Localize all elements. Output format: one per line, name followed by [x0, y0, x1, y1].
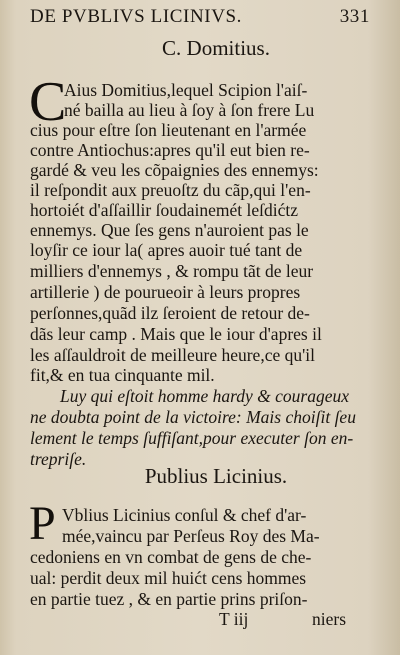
section-heading-licinius: Publius Licinius. — [144, 464, 288, 488]
page-number: 331 — [339, 6, 370, 27]
text-line: gardé & veu les cõpaignies des ennemys: — [30, 160, 319, 180]
signature-mark: T iij — [219, 609, 249, 629]
text-line: contre Antiochus:apres qu'il eut bien re- — [30, 140, 310, 160]
text-line: cedoniens en vn combat de gens de che- — [30, 547, 312, 567]
text-line: dãs leur camp . Mais que le iour d'apres il — [30, 324, 322, 344]
text-line: perſonnes,quãd ilz ſeroient de retour de- — [30, 303, 310, 323]
drop-cap-p: P — [29, 497, 56, 550]
text-line: cius pour eſtre ſon lieutenant en l'armée — [30, 120, 307, 140]
text-line: il reſpondit aux preuoſtz du cãp,qui l'en- — [30, 180, 311, 200]
text-line: Aius Domitius,lequel Scipion l'aiſ- — [64, 80, 308, 100]
italic-line: Luy qui eſtoit homme hardy & courageux — [60, 386, 350, 406]
drop-cap-c: C — [29, 71, 67, 133]
italic-line: trepriſe. — [30, 449, 87, 469]
text-line: ennemys. Que ſes gens n'auroient pas le — [30, 220, 309, 240]
text-line: né bailla au lieu à ſoy à ſon frere Lu — [64, 100, 315, 120]
running-header — [30, 6, 370, 28]
text-line: fit,& en tua cinquante mil. — [30, 365, 215, 385]
text-line: artillerie ) de pourueoir à leurs propres — [30, 282, 301, 302]
page-footer — [0, 609, 400, 629]
running-title: DE PVBLIVS LICINIVS. — [30, 6, 243, 27]
text-line: Vblius Licinius conſul & chef d'ar- — [62, 505, 307, 525]
text-line: milliers d'ennemys , & rompu tãt de leur — [30, 261, 314, 281]
text-line: ual: perdit deux mil huićt cens hommes — [30, 568, 307, 588]
text-line: en partie tuez , & en partie prins priſon- — [30, 589, 308, 609]
text-line: les aſſauldroit de meilleure heure,ce qu'il — [30, 345, 315, 365]
section-heading-domitius: C. Domitius. — [162, 36, 270, 60]
italic-line: ne doubta point de la victoire: Mais choiſit ſeu — [30, 407, 356, 427]
text-line: loyſir ce iour la( apres auoir tué tant de — [30, 240, 303, 260]
catchword: niers — [312, 609, 347, 629]
italic-line: lement le temps ſuffiſant,pour executer ſon en- — [30, 428, 354, 448]
text-line: mée,vaincu par Perſeus Roy des Ma- — [62, 526, 320, 546]
text-line: hortoiét d'aſſaillir ſoudainemét leſdićtz — [30, 200, 298, 220]
